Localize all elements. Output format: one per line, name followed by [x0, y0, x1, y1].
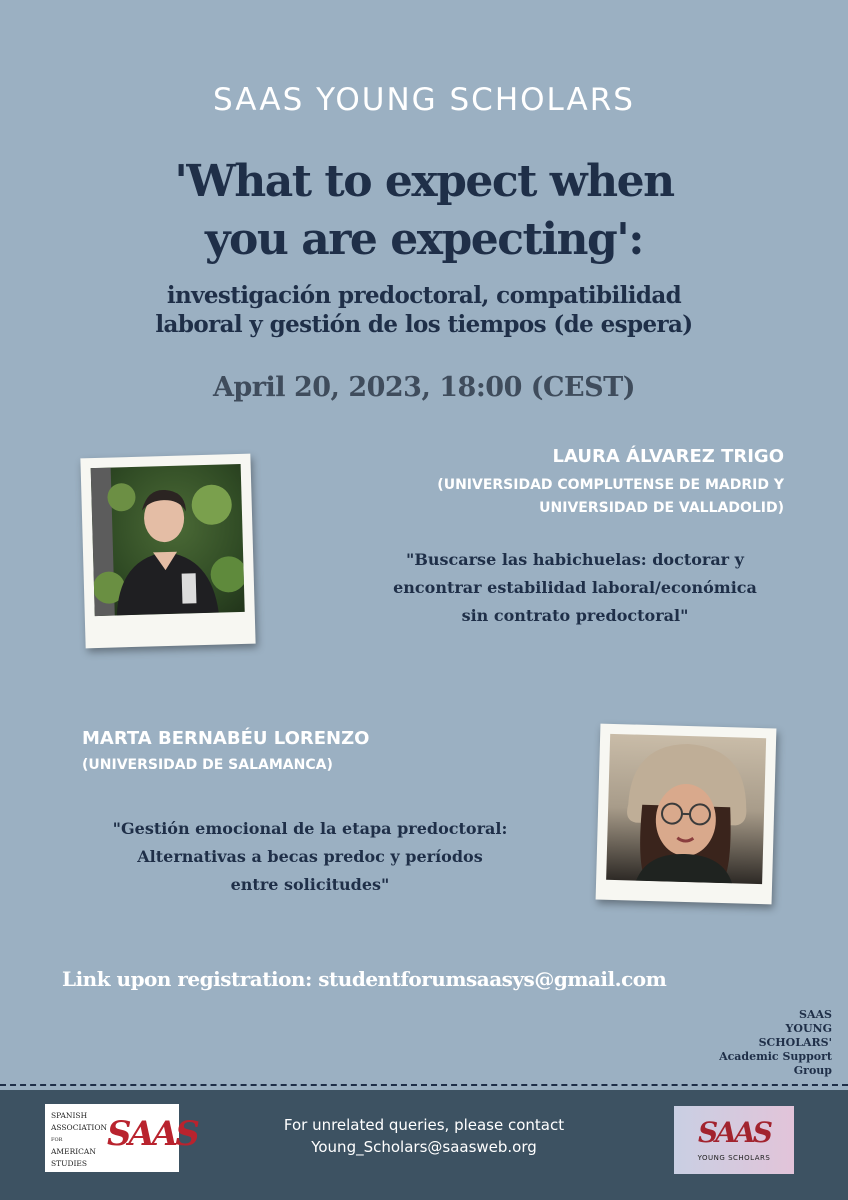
poster-subtitle-line1: investigación predoctoral, compatibilidad: [166, 282, 682, 309]
speaker1-affiliation-line1: (UNIVERSIDAD COMPLUTENSE DE MADRID Y: [437, 477, 784, 493]
saas-monogram-icon: SAAS: [107, 1114, 197, 1154]
group-label-line4: Academic Support: [719, 1050, 832, 1063]
poster-title-line2: you are expecting':: [204, 214, 643, 265]
group-label-line2: YOUNG: [785, 1022, 832, 1035]
academic-support-group-label: [672, 1008, 832, 1078]
young-scholars-caption: YOUNG SCHOLARS: [697, 1154, 771, 1162]
logo-line: ASSOCIATION: [51, 1123, 108, 1132]
speaker1-photo: [80, 454, 255, 649]
speaker1-talk-line3: sin contrato predoctoral": [461, 606, 689, 625]
speaker1-talk-line1: "Buscarse las habichuelas: doctorar y: [406, 550, 744, 569]
footer-divider: [0, 1084, 848, 1086]
speaker2-name: MARTA BERNABÉU LORENZO: [82, 728, 370, 749]
group-label-line1: SAAS: [799, 1008, 832, 1021]
logo-line: FOR: [51, 1137, 63, 1143]
speaker2-talk-line3: entre solicitudes": [230, 875, 390, 894]
person-silhouette-icon: [606, 734, 766, 884]
speaker1-name: LAURA ÁLVAREZ TRIGO: [552, 446, 784, 467]
speaker2-affiliation: (UNIVERSIDAD DE SALAMANCA): [82, 757, 333, 773]
poster-title-line1: 'What to expect when: [174, 156, 674, 207]
logo-line: AMERICAN: [51, 1147, 96, 1156]
contact-email[interactable]: Young_Scholars@saasweb.org: [311, 1138, 537, 1156]
young-scholars-logo: [674, 1106, 794, 1174]
speaker2-talk-line1: "Gestión emocional de la etapa predoctoral:: [112, 819, 508, 838]
young-scholars-monogram-icon: SAAS: [698, 1116, 770, 1149]
speaker2-talk-line2: Alternativas a becas predoc y períodos: [137, 847, 483, 866]
speaker1-portrait: [91, 464, 245, 616]
speaker1-affiliation-line2: UNIVERSIDAD DE VALLADOLID): [539, 500, 784, 516]
logo-line: STUDIES: [51, 1159, 88, 1168]
registration-link[interactable]: Link upon registration: studentforumsaasys@gmail.com: [62, 967, 667, 991]
contact-line1: For unrelated queries, please contact: [283, 1116, 565, 1134]
group-label-line3: SCHOLARS': [758, 1036, 832, 1049]
logo-line: SPANISH: [51, 1111, 88, 1120]
speaker2-photo: [596, 724, 777, 905]
poster-subtitle-line2: laboral y gestión de los tiempos (de espera): [155, 311, 693, 338]
speaker1-talk-line2: encontrar estabilidad laboral/económica: [393, 578, 757, 597]
person-silhouette-icon: [91, 464, 245, 616]
poster-kicker: SAAS YOUNG SCHOLARS: [213, 82, 635, 118]
footer: [0, 1090, 848, 1200]
group-label-line5: Group: [793, 1064, 832, 1077]
speaker2-portrait: [606, 734, 766, 884]
event-date: April 20, 2023, 18:00 (CEST): [212, 372, 635, 403]
